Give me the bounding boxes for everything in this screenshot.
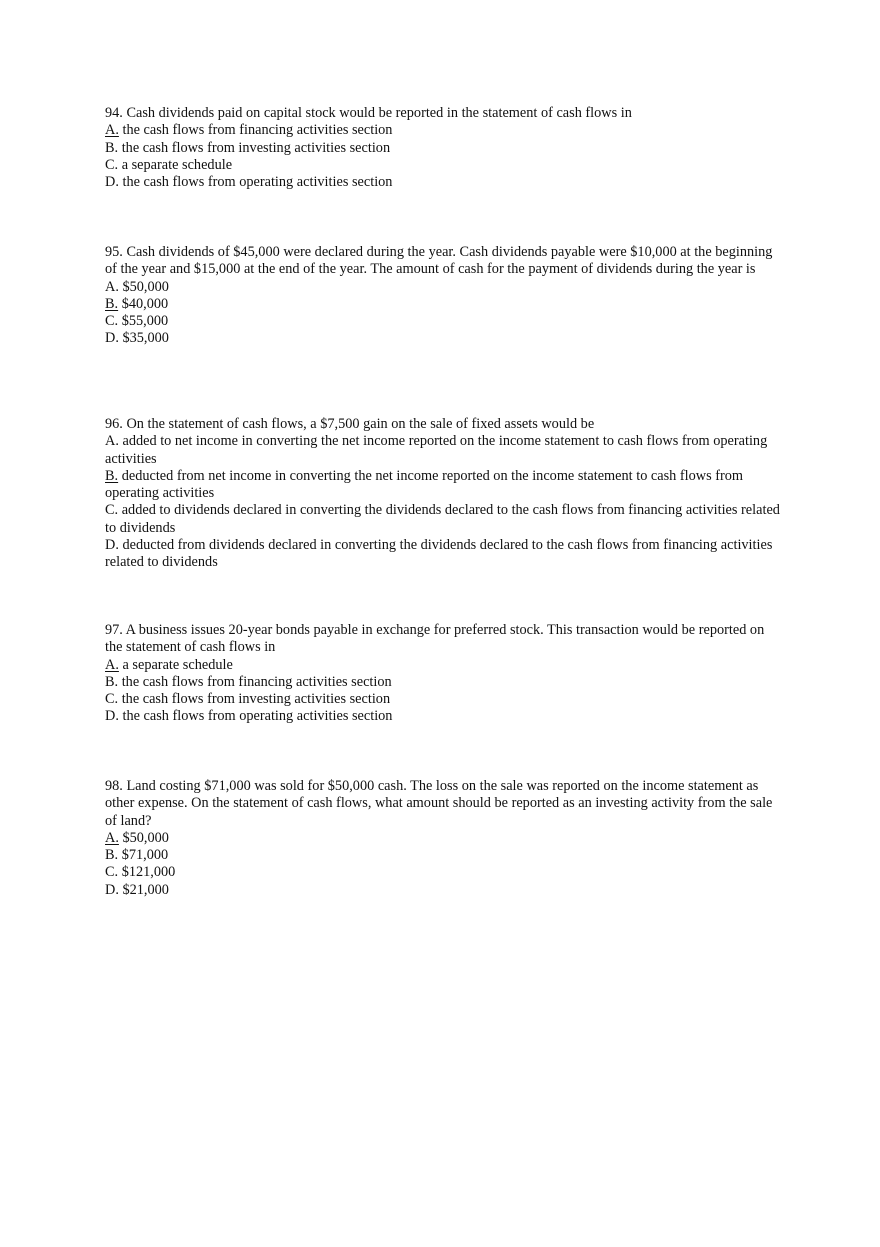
- question-text: Land costing $71,000 was sold for $50,000 cash. The loss on the sale was reported on the income statement as other expense. On the statement of cash flows, what amount should be reported as an investing activity from the sale of land?: [105, 778, 773, 829]
- option-text: added to dividends declared in converting the dividends declared to the cash flows from financing activities related to dividends: [105, 502, 780, 536]
- question-94: [105, 105, 785, 191]
- question-number: 98.: [105, 778, 123, 794]
- question-stem: [105, 416, 785, 433]
- option-a: [105, 433, 785, 468]
- question-text: On the statement of cash flows, a $7,500 gain on the sale of fixed assets would be: [126, 416, 595, 432]
- option-letter: C.: [105, 864, 119, 881]
- question-98: [105, 778, 785, 899]
- option-text: $55,000: [121, 313, 169, 330]
- option-b: [105, 140, 785, 157]
- option-b: [105, 468, 785, 503]
- option-b: [105, 296, 785, 313]
- option-text: the cash flows from investing activities section: [121, 691, 391, 708]
- option-text: $71,000: [121, 847, 169, 864]
- option-a: [105, 830, 785, 847]
- option-letter: A.: [105, 433, 119, 450]
- option-letter: C.: [105, 502, 119, 519]
- option-letter: C.: [105, 156, 119, 173]
- option-text: a separate schedule: [121, 156, 233, 173]
- question-number: 96.: [105, 416, 123, 432]
- option-text: the cash flows from operating activities section: [122, 708, 393, 725]
- option-a: [105, 279, 785, 296]
- question-97: [105, 622, 785, 726]
- question-stem: [105, 622, 785, 657]
- option-text: deducted from dividends declared in converting the dividends declared to the cash flows from financing activities related to dividends: [105, 537, 773, 571]
- option-text: added to net income in converting the net income reported on the income statement to cash flows from operating activities: [105, 433, 768, 467]
- option-text: the cash flows from financing activities section: [121, 673, 392, 690]
- option-d: [105, 537, 785, 572]
- option-letter: D.: [105, 330, 119, 347]
- question-number: 97.: [105, 622, 123, 638]
- option-text: $21,000: [122, 881, 169, 898]
- option-letter: B.: [105, 847, 119, 864]
- question-text: Cash dividends paid on capital stock would be reported in the statement of cash flows in: [126, 105, 632, 121]
- option-d: [105, 708, 785, 725]
- option-a: [105, 657, 785, 674]
- option-c: [105, 313, 785, 330]
- option-c: [105, 502, 785, 537]
- option-letter: A.: [105, 278, 119, 295]
- option-text: $50,000: [122, 829, 169, 846]
- option-a: [105, 122, 785, 139]
- question-stem: [105, 105, 785, 122]
- option-text: $35,000: [122, 330, 169, 347]
- option-letter: A.: [105, 829, 119, 846]
- question-96: [105, 416, 785, 572]
- option-text: the cash flows from financing activities section: [122, 122, 393, 139]
- question-text: Cash dividends of $45,000 were declared during the year. Cash dividends payable were $10,000 at the beginning of the year and $15,000 at the end of the year. The amount of cash for the payment of dividends during the year is: [105, 244, 773, 278]
- question-stem: [105, 244, 785, 279]
- option-text: $50,000: [122, 278, 169, 295]
- option-letter: B.: [105, 467, 119, 484]
- option-letter: D.: [105, 708, 119, 725]
- option-letter: D.: [105, 881, 119, 898]
- option-letter: B.: [105, 139, 119, 156]
- option-b: [105, 674, 785, 691]
- option-letter: C.: [105, 313, 119, 330]
- option-text: the cash flows from investing activities section: [121, 139, 391, 156]
- option-text: $121,000: [121, 864, 176, 881]
- option-d: [105, 330, 785, 347]
- option-letter: C.: [105, 691, 119, 708]
- question-95: [105, 244, 785, 348]
- question-number: 95.: [105, 244, 123, 260]
- option-c: [105, 157, 785, 174]
- question-number: 94.: [105, 105, 123, 121]
- option-letter: D.: [105, 174, 119, 191]
- option-c: [105, 691, 785, 708]
- option-b: [105, 847, 785, 864]
- option-letter: B.: [105, 295, 119, 312]
- option-letter: A.: [105, 122, 119, 139]
- question-text: A business issues 20-year bonds payable in exchange for preferred stock. This transaction would be reported on the statement of cash flows in: [105, 622, 765, 656]
- option-text: $40,000: [121, 295, 169, 312]
- option-letter: B.: [105, 673, 119, 690]
- option-letter: A.: [105, 656, 119, 673]
- question-stem: [105, 778, 785, 830]
- option-d: [105, 174, 785, 191]
- option-letter: D.: [105, 537, 119, 554]
- option-c: [105, 864, 785, 881]
- option-text: deducted from net income in converting the net income reported on the income statement to cash flows from operating activities: [105, 467, 744, 502]
- option-text: the cash flows from operating activities section: [122, 174, 393, 191]
- option-text: a separate schedule: [122, 656, 233, 673]
- option-d: [105, 882, 785, 899]
